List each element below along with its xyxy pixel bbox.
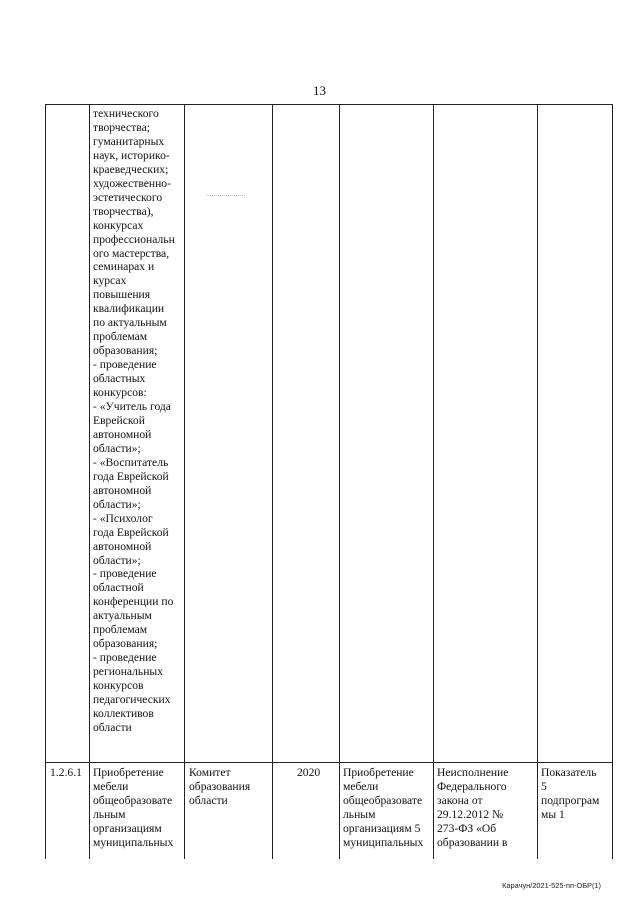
cell-line: общеобразовате [93,793,173,807]
cell-line: областной [93,581,144,595]
grid-line [612,104,613,859]
cell-line: проблемам [93,330,148,344]
grid-line [184,104,185,859]
cell-line: ого мастерства, [93,246,170,260]
cell-line: областных [93,372,146,386]
cell-line: закона от [437,793,483,807]
expected-result-cell [343,766,423,850]
cell-line: проблемам [93,623,148,637]
cell-line: - проведение [93,567,157,581]
cell-line: Показатель [541,766,597,779]
cell-line: семинарах и [93,260,155,274]
cell-line: повышения [93,288,151,302]
cell-line: Неисполнение [437,766,509,779]
grid-line [45,104,46,859]
cell-line: - проведение [93,651,157,665]
cell-line: квалификации [93,302,165,316]
document-footer: Карачун/2021-525-пп-ОБР(1) [502,881,601,890]
cell-line: льным [343,807,376,821]
cell-line: наук, историко- [93,148,170,162]
grid-line [89,104,90,859]
cell-line: конкурсов: [93,386,147,400]
cell-line: - «Психолог [93,511,153,525]
cell-line: мы 1 [541,807,565,821]
cell-line: - «Воспитатель [93,455,169,469]
cell-line: образования; [93,344,158,358]
cell-line: краеведческих; [93,162,169,176]
cell-line: подпрограм [541,793,600,807]
cell-line: Приобретение [93,766,164,779]
cell-line: творчества), [93,204,154,218]
cell-line: муниципальных [93,835,174,849]
cell-line: педагогических [93,693,171,707]
grid-line [433,104,434,859]
cell-line: - проведение [93,358,157,372]
cell-line: по актуальным [93,316,167,330]
cell-line: творчества; [93,120,150,134]
grid-line [45,104,613,105]
cell-line: организациям 5 [343,821,421,835]
grid-line [537,104,538,859]
grid-line [339,104,340,859]
cell-line: автономной [93,483,152,497]
cell-line: организациям [93,821,162,835]
cell-line: художественно- [93,176,171,190]
cell-line: мебели [343,779,379,793]
cell-line: области»; [93,441,141,455]
cell-line: общеобразовате [343,793,423,807]
cell-line: года Еврейской [93,525,169,539]
cell-line: Приобретение [343,766,414,779]
cell-line: региональных [93,665,164,679]
cell-line: 5 [541,779,547,793]
consequence-cell [437,766,508,850]
grid-line [45,762,613,763]
cell-line: актуальным [93,609,152,623]
scan-smudge [207,195,245,198]
cell-line: области [93,720,132,734]
cell-line: конкурсов [93,679,144,693]
cell-line: гуманитарных [93,134,165,148]
grid-line [272,104,273,859]
cell-line: курсах [93,274,127,288]
indicator-cell [541,766,599,822]
cell-line: 29.12.2012 № [437,807,504,821]
cell-line: автономной [93,427,152,441]
cell-line: конференции по [93,595,174,609]
cell-line: образовании в [437,835,508,849]
year-cell: 2020 [297,766,321,779]
cell-line: конкурсах [93,218,144,232]
cell-line: образования [189,779,251,793]
cell-line: года Еврейской [93,469,169,483]
cell-line: области»; [93,553,141,567]
cell-line: муниципальных [343,835,424,849]
cell-line: эстетического [93,190,163,204]
cell-line: области [189,793,228,807]
cell-line: образования; [93,637,158,651]
cell-line: коллективов [93,706,154,720]
cell-line: Федерального [437,779,507,793]
cell-line: мебели [93,779,129,793]
cell-line: Комитет [189,766,231,779]
cell-line: - «Учитель года [93,400,171,414]
cell-line: льным [93,807,126,821]
cell-line: 273-ФЗ «Об [437,821,497,835]
cell-line: автономной [93,539,152,553]
cell-line: области»; [93,497,141,511]
measure-name-cell [93,766,173,850]
executor-cell [189,766,250,808]
cell-line: профессиональн [93,232,175,246]
row-number: 1.2.6.1 [50,766,82,779]
cell-line: технического [93,107,159,120]
continued-description-cell [93,107,175,735]
cell-line: Еврейской [93,413,145,427]
page-number: 13 [313,83,326,98]
